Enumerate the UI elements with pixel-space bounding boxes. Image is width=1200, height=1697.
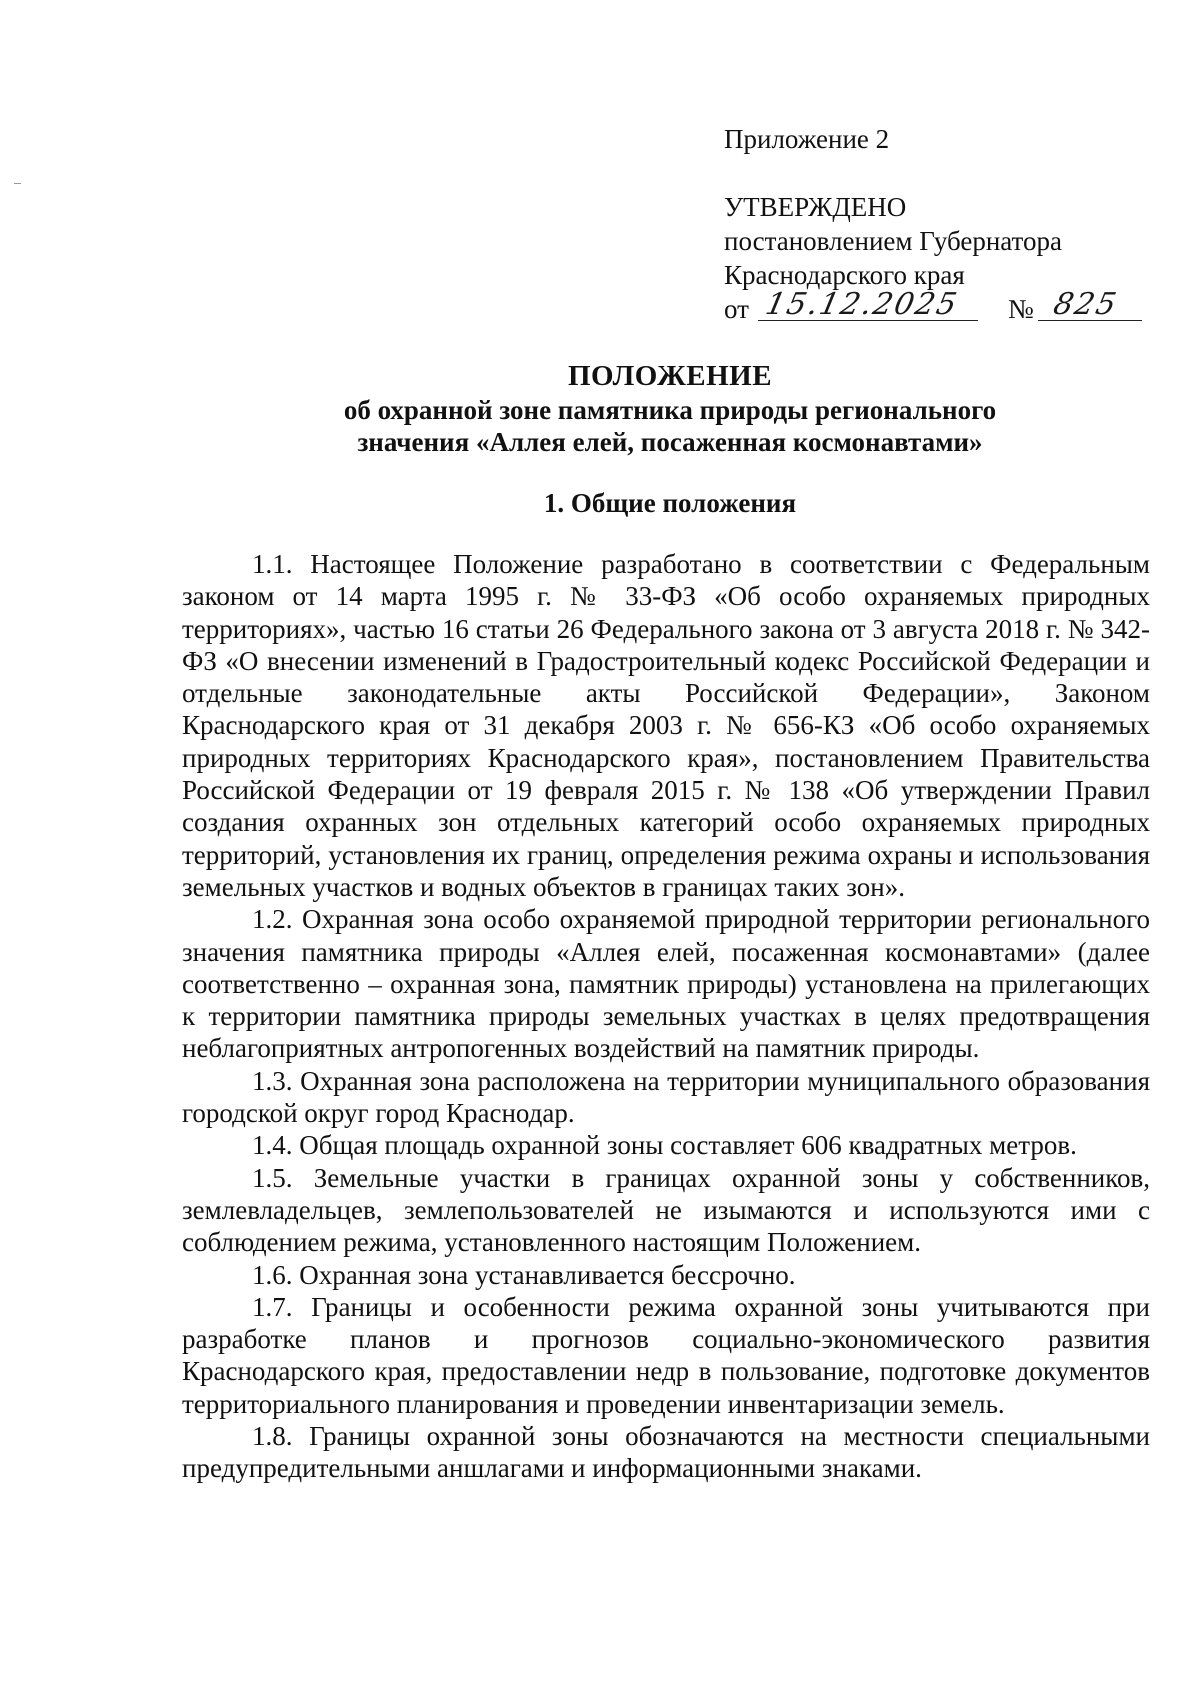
paragraph-1-5: 1.5. Земельные участки в границах охранной зоны у собственников, землевладельцев, землепользователей не изымаются и используются ими с соблюдением режима, установленного настоящим Положением. xyxy=(182,1162,1150,1258)
handwritten-number: 825 xyxy=(1050,287,1122,322)
document-subtitle-line1: об охранной зоне памятника природы регионального xyxy=(343,395,997,425)
paragraph-1-7: 1.7. Границы и особенности режима охранной зоны учитываются при разработке планов и прогнозов социально-экономического развития Краснодарского края, предоставлении недр в пользование, подготовке документов территориального планирования и проведении инвентаризации земель. xyxy=(182,1291,1150,1419)
document-body xyxy=(182,548,1150,1485)
document-subtitle-line2: значения «Аллея елей, посаженная космонавтами» xyxy=(357,427,983,457)
approved-label: УТВЕРЖДЕНО xyxy=(724,192,907,222)
paragraph-1-2: 1.2. Охранная зона особо охраняемой природной территории регионального значения памятника природы «Аллея елей, посаженная космонавтами» (далее соответственно – охранная зона, памятник природы) установлена на прилегающих к территории памятника природы земельных участках в целях предотвращения неблагоприятных антропогенных воздействий на памятник природы. xyxy=(182,904,1150,1064)
paragraph-1-3: 1.3. Охранная зона расположена на территории муниципального образования городской округ город Краснодар. xyxy=(182,1065,1150,1129)
paragraph-1-8: 1.8. Границы охранной зоны обозначаются на местности специальными предупредительными аншлагами и информационными знаками. xyxy=(182,1421,1150,1484)
paragraph-1-4: 1.4. Общая площадь охранной зоны составляет 606 квадратных метров. xyxy=(252,1130,1077,1161)
scan-speck xyxy=(14,183,21,184)
number-prefix: № xyxy=(1008,294,1034,324)
date-number-line xyxy=(724,287,1164,328)
appendix-label: Приложение 2 xyxy=(724,124,890,154)
handwritten-date: 15.12.2025 xyxy=(762,287,962,322)
paragraph-1-1: 1.1. Настоящее Положение разработано в соответствии с Федеральным законом от 14 марта 1995 г. № 33-ФЗ «Об особо охраняемых природных территориях», частью 16 статьи 26 Федерального закона от 3 августа 2018 г. № 342-ФЗ «О внесении изменений в Градостроительный кодекс Российской Федерации и отдельные законодательные акты Российской Федерации», Законом Краснодарского края от 31 декабря 2003 г. № 656-КЗ «Об особо охраняемых природных территориях Краснодарского края», постановлением Правительства Российской Федерации от 19 февраля 2015 г. № 138 «Об утверждении Правил создания охранных зон отдельных категорий особо охраняемых природных территорий, установления их границ, определения режима охраны и использования земельных участков и водных объектов в границах таких зон». xyxy=(182,549,1150,902)
document-title-block xyxy=(190,360,1150,458)
date-prefix: от xyxy=(724,294,749,324)
approval-block xyxy=(724,122,1164,328)
approved-by-line2: Краснодарского края xyxy=(724,260,965,290)
approved-by-line1: постановлением Губернатора xyxy=(724,226,1062,256)
document-title: ПОЛОЖЕНИЕ xyxy=(567,360,773,392)
paragraph-1-6: 1.6. Охранная зона устанавливается бессрочно. xyxy=(252,1259,796,1290)
section-heading: 1. Общие положения xyxy=(543,488,797,518)
